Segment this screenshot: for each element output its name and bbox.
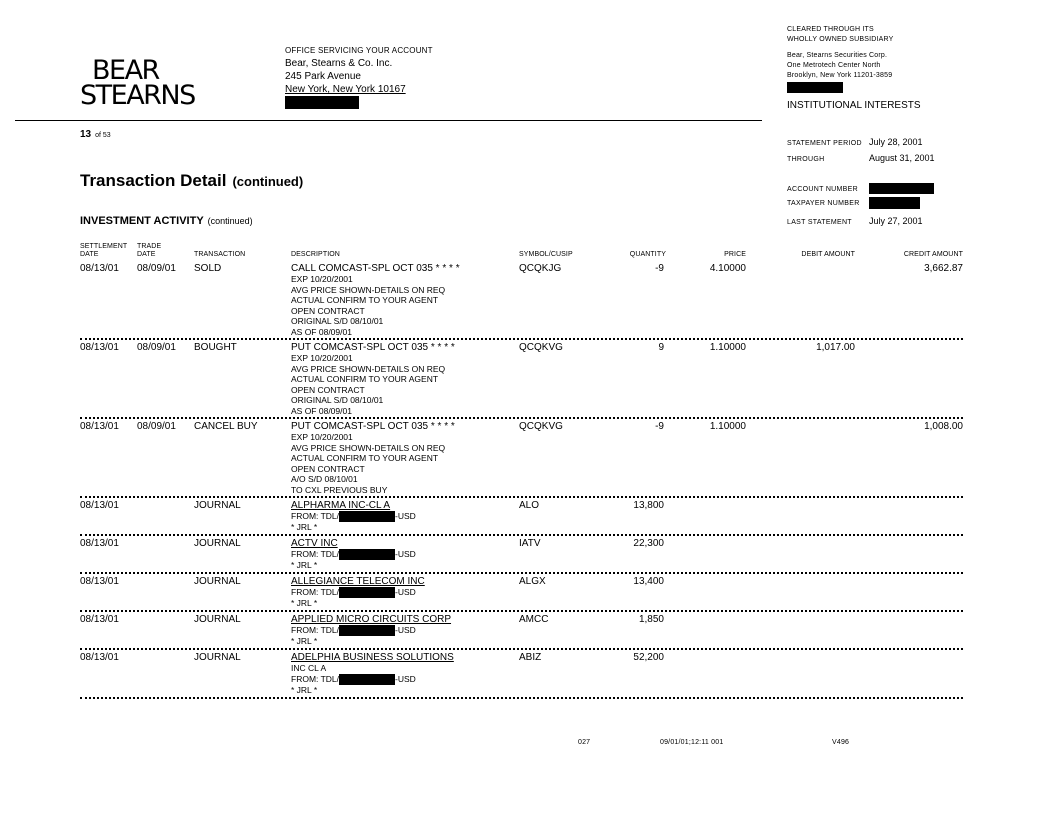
description bbox=[291, 652, 454, 695]
cleared-title-2: WHOLLY OWNED SUBSIDIARY bbox=[787, 36, 894, 43]
row-separator bbox=[80, 610, 963, 612]
logo-line-1: BEAR bbox=[92, 55, 159, 86]
description-line bbox=[291, 625, 451, 636]
from-suffix: -USD bbox=[395, 511, 416, 521]
redaction bbox=[339, 549, 395, 560]
description-text: ADELPHIA BUSINESS SOLUTIONS bbox=[291, 652, 454, 663]
footer-code-1: 027 bbox=[578, 739, 591, 746]
description bbox=[291, 614, 451, 647]
through-label: THROUGH bbox=[787, 156, 825, 163]
redaction bbox=[285, 96, 359, 109]
last-statement-value: July 27, 2001 bbox=[869, 216, 923, 226]
office-line-1: Bear, Stearns & Co. Inc. bbox=[285, 58, 393, 69]
header-trade-1: TRADE bbox=[137, 243, 162, 250]
cleared-addr-2: One Metrotech Center North bbox=[787, 62, 881, 69]
description-text: AS OF 08/09/01 bbox=[291, 326, 352, 337]
taxpayer-number-label: TAXPAYER NUMBER bbox=[787, 200, 860, 208]
transaction-type: CANCEL BUY bbox=[194, 421, 258, 432]
credit-amount: 1,008.00 bbox=[924, 421, 963, 432]
settlement-date: 08/13/01 bbox=[80, 538, 119, 549]
description-text: PUT COMCAST-SPL OCT 035 * * * * bbox=[291, 342, 455, 353]
redaction bbox=[869, 197, 920, 209]
description-line bbox=[291, 522, 416, 533]
description-line bbox=[291, 560, 416, 571]
description bbox=[291, 342, 455, 416]
trade-date: 08/09/01 bbox=[137, 421, 176, 432]
description-text: EXP 10/20/2001 bbox=[291, 432, 353, 442]
header-trade bbox=[137, 243, 161, 259]
symbol-cusip: ABIZ bbox=[519, 652, 542, 663]
description-line bbox=[291, 421, 455, 432]
from-suffix: -USD bbox=[395, 673, 416, 684]
description-line bbox=[291, 295, 460, 306]
description-text: ACTUAL CONFIRM TO YOUR AGENT bbox=[291, 374, 439, 384]
description-line bbox=[291, 342, 455, 353]
cleared-addr-3: Brooklyn, New York 11201-3859 bbox=[787, 72, 893, 79]
row-separator bbox=[80, 417, 963, 419]
header-trade-2: DATE bbox=[137, 251, 156, 258]
description-line bbox=[291, 453, 455, 464]
description-text: * JRL * bbox=[291, 598, 318, 609]
description-text: APPLIED MICRO CIRCUITS CORP bbox=[291, 614, 452, 625]
description-text: OPEN CONTRACT bbox=[291, 384, 365, 395]
office-block bbox=[285, 44, 433, 113]
redaction bbox=[339, 511, 395, 522]
description-text: PUT COMCAST-SPL OCT 035 * * * * bbox=[291, 421, 455, 432]
settlement-date: 08/13/01 bbox=[80, 421, 119, 432]
description-line bbox=[291, 406, 455, 417]
description-line bbox=[291, 374, 455, 385]
account-number-label: ACCOUNT NUMBER bbox=[787, 185, 858, 193]
description-line bbox=[291, 306, 460, 317]
description-line bbox=[291, 464, 455, 475]
description-text: * JRL * bbox=[291, 522, 318, 533]
redaction bbox=[339, 625, 395, 636]
last-statement-label: LAST STATEMENT bbox=[787, 219, 852, 226]
description-line bbox=[291, 385, 455, 396]
transaction-type: JOURNAL bbox=[194, 652, 241, 663]
redaction bbox=[869, 183, 934, 194]
office-line-2: 245 Park Avenue bbox=[285, 71, 361, 82]
description-line bbox=[291, 636, 451, 647]
description-text: EXP 10/20/2001 bbox=[291, 274, 353, 284]
header-price: PRICE bbox=[724, 251, 746, 258]
price: 1.10000 bbox=[709, 421, 746, 432]
description-text: * JRL * bbox=[291, 636, 318, 647]
description-text: FROM: TDL/ bbox=[291, 549, 340, 559]
description bbox=[291, 576, 425, 609]
symbol-cusip: QCQKVG bbox=[519, 421, 563, 432]
description-text: CALL COMCAST-SPL OCT 035 * * * * bbox=[291, 263, 460, 274]
office-line-3: New York, New York 10167 bbox=[285, 84, 406, 95]
section-title-main: INVESTMENT ACTIVITY bbox=[80, 215, 204, 227]
description-line bbox=[291, 500, 416, 511]
logo-line-2: STEARNS bbox=[80, 80, 195, 111]
symbol-cusip: AMCC bbox=[519, 614, 549, 625]
description-text: ORIGINAL S/D 08/10/01 bbox=[291, 316, 384, 326]
description-text: INC CL A bbox=[291, 663, 327, 673]
quantity: 13,800 bbox=[633, 500, 664, 511]
header-settlement-1: SETTLEMENT bbox=[80, 243, 128, 250]
section-title bbox=[80, 215, 253, 227]
transaction-type: BOUGHT bbox=[194, 342, 237, 353]
description-line bbox=[291, 549, 416, 560]
description-text: ACTUAL CONFIRM TO YOUR AGENT bbox=[291, 453, 439, 463]
transaction-type: JOURNAL bbox=[194, 538, 241, 549]
description-text: ACTUAL CONFIRM TO YOUR AGENT bbox=[291, 295, 439, 305]
cleared-title-1: CLEARED THROUGH ITS bbox=[787, 26, 874, 33]
from-suffix: -USD bbox=[395, 587, 416, 597]
description-line bbox=[291, 263, 460, 274]
from-suffix: -USD bbox=[395, 625, 416, 635]
header-rule bbox=[15, 120, 762, 121]
redaction bbox=[339, 674, 395, 685]
row-separator bbox=[80, 572, 963, 574]
settlement-date: 08/13/01 bbox=[80, 614, 119, 625]
description-text: OPEN CONTRACT bbox=[291, 305, 365, 316]
institutional-interests: INSTITUTIONAL INTERESTS bbox=[787, 100, 921, 111]
description bbox=[291, 421, 455, 495]
statement-period bbox=[787, 137, 923, 147]
taxpayer-number bbox=[787, 197, 920, 209]
quantity: 1,850 bbox=[638, 614, 664, 625]
footer-stamp: 09/01/01;12:11 001 bbox=[660, 739, 724, 746]
settlement-date: 08/13/01 bbox=[80, 500, 119, 511]
symbol-cusip: QCQKJG bbox=[519, 263, 562, 274]
description-text: A/O S/D 08/10/01 bbox=[291, 474, 358, 484]
header-quantity: QUANTITY bbox=[629, 251, 666, 258]
transaction-type: JOURNAL bbox=[194, 576, 241, 587]
page-number bbox=[80, 129, 111, 140]
settlement-date: 08/13/01 bbox=[80, 342, 119, 353]
header-credit: CREDIT AMOUNT bbox=[903, 251, 963, 258]
quantity: -9 bbox=[655, 263, 664, 274]
redaction bbox=[339, 587, 395, 598]
description-line bbox=[291, 432, 455, 443]
description-line bbox=[291, 353, 455, 364]
description-line bbox=[291, 474, 455, 485]
price: 1.10000 bbox=[709, 342, 746, 353]
symbol-cusip: ALO bbox=[519, 500, 540, 511]
statement-through bbox=[787, 153, 935, 163]
quantity: 13,400 bbox=[633, 576, 664, 587]
description-line bbox=[291, 614, 451, 625]
description bbox=[291, 500, 416, 533]
debit-amount: 1,017.00 bbox=[816, 342, 855, 353]
description-text: * JRL * bbox=[291, 560, 318, 571]
description-line bbox=[291, 663, 454, 674]
description bbox=[291, 263, 460, 337]
description-text: TO CXL PREVIOUS BUY bbox=[291, 484, 388, 495]
description-text: EXP 10/20/2001 bbox=[291, 353, 353, 363]
quantity: 22,300 bbox=[633, 538, 664, 549]
trade-date: 08/09/01 bbox=[137, 263, 176, 274]
page-title bbox=[80, 171, 303, 191]
transaction-type: JOURNAL bbox=[194, 614, 241, 625]
description-text: AVG PRICE SHOWN-DETAILS ON REQ bbox=[291, 363, 446, 374]
description-line bbox=[291, 395, 455, 406]
description-line bbox=[291, 685, 454, 696]
header-debit: DEBIT AMOUNT bbox=[801, 251, 855, 258]
description-text: FROM: TDL/ bbox=[291, 673, 340, 684]
description bbox=[291, 538, 416, 571]
trade-date: 08/09/01 bbox=[137, 342, 176, 353]
settlement-date: 08/13/01 bbox=[80, 576, 119, 587]
description-line bbox=[291, 538, 416, 549]
transaction-type: JOURNAL bbox=[194, 500, 241, 511]
description-line bbox=[291, 576, 425, 587]
office-title: OFFICE SERVICING YOUR ACCOUNT bbox=[285, 46, 433, 55]
account-number bbox=[787, 183, 934, 194]
header-settlement-2: DATE bbox=[80, 251, 99, 258]
row-separator bbox=[80, 534, 963, 536]
redaction bbox=[787, 82, 843, 93]
cleared-addr-1: Bear, Stearns Securities Corp. bbox=[787, 52, 888, 59]
page-title-main: Transaction Detail bbox=[80, 171, 227, 190]
last-statement bbox=[787, 216, 923, 226]
transaction-type: SOLD bbox=[194, 263, 222, 274]
settlement-date: 08/13/01 bbox=[80, 263, 119, 274]
description-line bbox=[291, 511, 416, 522]
row-separator bbox=[80, 338, 963, 340]
symbol-cusip: QCQKVG bbox=[519, 342, 563, 353]
row-separator bbox=[80, 496, 963, 498]
from-suffix: -USD bbox=[395, 549, 416, 559]
description-text: ALPHARMA INC-CL A bbox=[291, 500, 391, 511]
description-line bbox=[291, 485, 455, 496]
symbol-cusip: IATV bbox=[519, 538, 541, 549]
description-line bbox=[291, 285, 460, 296]
header-symbol: SYMBOL/CUSIP bbox=[519, 251, 573, 258]
description-text: ALLEGIANCE TELECOM INC bbox=[291, 576, 425, 587]
footer-code-2: V496 bbox=[832, 739, 850, 746]
description-line bbox=[291, 652, 454, 663]
row-separator bbox=[80, 697, 963, 699]
description-text: AS OF 08/09/01 bbox=[291, 405, 352, 416]
description-text: AVG PRICE SHOWN-DETAILS ON REQ bbox=[291, 442, 446, 453]
symbol-cusip: ALGX bbox=[519, 576, 546, 587]
row-separator bbox=[80, 648, 963, 650]
description-line bbox=[291, 443, 455, 454]
cleared-block bbox=[787, 25, 894, 97]
description-text: FROM: TDL/ bbox=[291, 587, 340, 597]
description-text: ORIGINAL S/D 08/10/01 bbox=[291, 395, 384, 405]
description-line bbox=[291, 316, 460, 327]
settlement-date: 08/13/01 bbox=[80, 652, 119, 663]
description-text: FROM: TDL/ bbox=[291, 625, 340, 635]
quantity: 9 bbox=[658, 342, 664, 353]
quantity: -9 bbox=[655, 421, 664, 432]
statement-period-value: July 28, 2001 bbox=[869, 137, 923, 147]
quantity: 52,200 bbox=[633, 652, 664, 663]
price: 4.10000 bbox=[709, 263, 746, 274]
description-line bbox=[291, 598, 425, 609]
description-text: ACTV INC bbox=[291, 538, 338, 549]
header-settlement bbox=[80, 243, 127, 259]
header-transaction: TRANSACTION bbox=[194, 251, 246, 258]
page-title-cont: (continued) bbox=[232, 174, 304, 189]
description-line bbox=[291, 274, 460, 285]
section-title-cont: (continued) bbox=[207, 216, 253, 226]
bear-stearns-logo bbox=[80, 55, 195, 111]
description-line bbox=[291, 327, 460, 338]
description-line bbox=[291, 587, 425, 598]
description-text: FROM: TDL/ bbox=[291, 511, 340, 521]
description-text: AVG PRICE SHOWN-DETAILS ON REQ bbox=[291, 284, 446, 295]
statement-period-label: STATEMENT PERIOD bbox=[787, 140, 862, 147]
page-num: 13 bbox=[80, 129, 92, 140]
header-description: DESCRIPTION bbox=[291, 251, 340, 258]
description-text: OPEN CONTRACT bbox=[291, 463, 365, 474]
description-line bbox=[291, 674, 454, 685]
description-line bbox=[291, 364, 455, 375]
credit-amount: 3,662.87 bbox=[924, 263, 963, 274]
description-text: * JRL * bbox=[291, 684, 318, 695]
through-value: August 31, 2001 bbox=[869, 153, 935, 163]
page-of: of 53 bbox=[95, 132, 111, 139]
